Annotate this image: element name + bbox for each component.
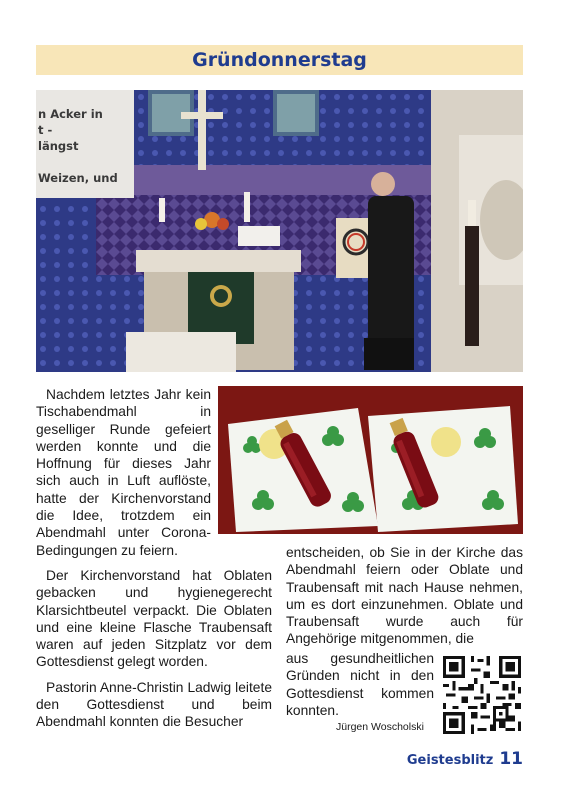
title-bar [36, 45, 523, 75]
article-right-column-end [286, 650, 434, 719]
page-footer [407, 749, 523, 769]
author-byline: Jürgen Woscholski [336, 721, 424, 733]
article-left-column [36, 386, 211, 559]
article-left-column-lower [36, 567, 272, 731]
paragraph-1: Nachdem letztes Jahr kein Tischabendmahl in geselliger Runde gefeiert werden konnte und die Hoffnung für dieses Jahr sich auch in Luft auflöste, hatte der Kirchenvorstand die Idee, trotzdem ein Abendmahl unter Corona-Bedingungen zu feiern. [36, 387, 211, 558]
paragraph-3: Pastorin Anne-Christin Ladwig leitete den Gottesdienst und beim Abendmahl konnten die Besucher [36, 679, 272, 730]
page-number: 11 [499, 749, 523, 769]
paragraph-2: Der Kirchenvorstand hat Oblaten gebacken und hygienegerecht Klarsichtbeutel verpackt. Die Oblaten und eine kleine Flasche Traubensaft waren auf jeden Sitzplatz vor dem Gottesdienst gelegt worden. [36, 568, 272, 670]
communion-packs-photo [218, 386, 523, 534]
projection-slide-text: n Acker in t - längst Weizen, und [38, 107, 118, 185]
qr-code-icon[interactable] [443, 656, 521, 734]
article-right-column [286, 544, 523, 648]
communion-packs-illustration [218, 386, 523, 534]
church-photo [36, 90, 523, 372]
paragraph-4: entscheiden, ob Sie in der Kirche das Abendmahl feiern oder Oblate und Traubensaft mit nach Hause nehmen, um es dort einzunehmen. Oblate und Traubensaft wurde auch für Angehörige mitgenommen, die [286, 545, 523, 647]
page-title: Gründonnerstag [192, 49, 367, 71]
paragraph-5: aus gesundheitlichen Gründen nicht in den Gottesdienst kommen konnten. [286, 651, 434, 718]
magazine-name: Geistesblitz [406, 753, 494, 768]
